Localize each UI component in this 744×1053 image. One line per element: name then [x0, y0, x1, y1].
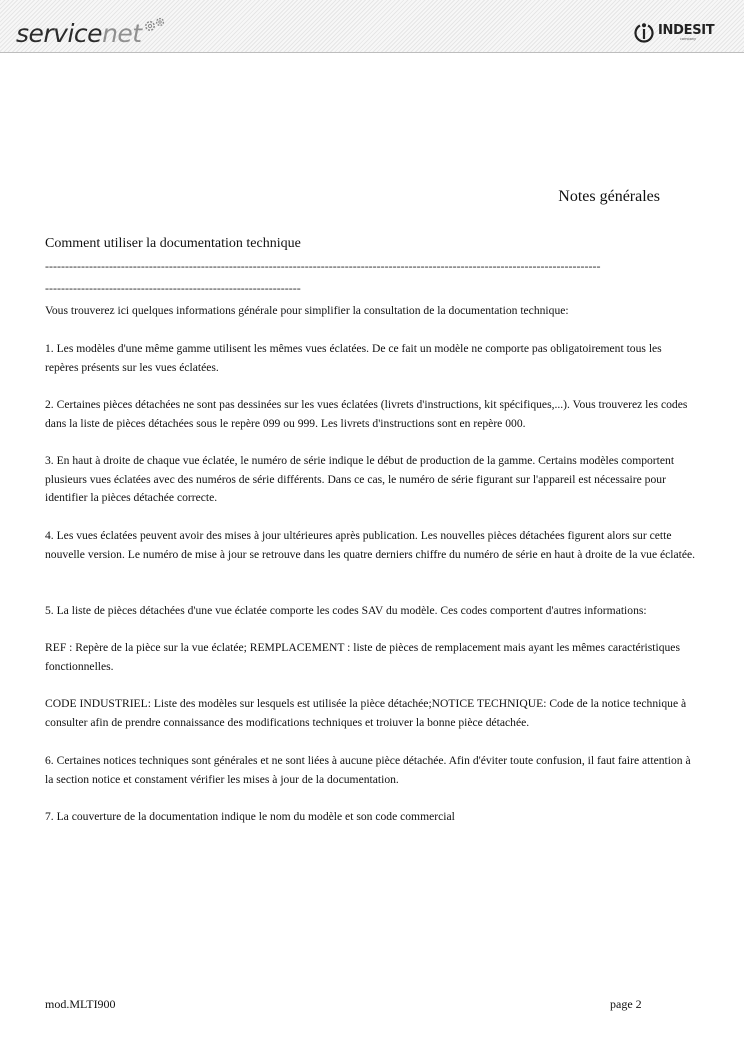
indesit-brand-sub: company [680, 37, 697, 42]
separator-line: ------------------------------------------------------------------------------------------------------------------------------------------- [45, 259, 601, 273]
footer-page-number: page 2 [610, 997, 642, 1011]
indesit-emblem-icon [634, 22, 654, 44]
indesit-brand-name: INDESIT [658, 23, 715, 39]
servicenet-wordmark: servicenet [16, 19, 142, 48]
servicenet-logo [16, 16, 169, 46]
page-heading: Comment utiliser la documentation technique [45, 236, 301, 251]
gear-icon [143, 16, 169, 34]
note-paragraph: 1. Les modèles d'une même gamme utilisent les mêmes vues éclatées. De ce fait un modèle ne comporte pas obligatoirement tous les repères présents sur les vues éclatées. [45, 342, 662, 374]
indesit-logo [634, 22, 714, 44]
intro-paragraph: Vous trouverez ici quelques informations générale pour simplifier la consultation de la documentation technique: [45, 304, 569, 317]
note-paragraph: 7. La couverture de la documentation indique le nom du modèle et son code commercial [45, 810, 455, 823]
section-title: Notes générales [558, 188, 660, 205]
page-header [0, 0, 744, 53]
note-paragraph: REF : Repère de la pièce sur la vue éclatée; REMPLACEMENT : liste de pièces de remplacement mais ayant les mêmes caractéristiques fonctionnelles. [45, 641, 680, 673]
note-paragraph: CODE INDUSTRIEL: Liste des modèles sur lesquels est utilisée la pièce détachée;NOTICE TECHNIQUE: Code de la notice technique à consulter afin de prendre connaissance des modifications techniques et troiuver la bonne pièce détachée. [45, 697, 687, 729]
note-paragraph: 3. En haut à droite de chaque vue éclatée, le numéro de série indique le début de production de la gamme. Certains modèles comportent plusieurs vues éclatées avec des numéros de série différents. Dans ce cas, le numéro de série figurant sur l'appareil est nécessaire pour identifier la pièces détachée correcte. [45, 454, 675, 504]
note-paragraph: 4. Les vues éclatées peuvent avoir des mises à jour ultérieures après publication. Les nouvelles pièces détachées figurent alors sur cette nouvelle version. Le numéro de mise à jour se retrouve dans les quatre derniers chiffre du numéro de série en haut à droite de la vue éclatée. [45, 529, 696, 561]
note-paragraph: 6. Certaines notices techniques sont générales et ne sont liées à aucune pièce détachée. Afin d'éviter toute confusion, il faut faire attention à la section notice et constament vérifier les mises à jour de la documentation. [45, 754, 691, 786]
separator-line: ---------------------------------------------------------------- [45, 281, 301, 295]
note-paragraph: 2. Certaines pièces détachées ne sont pas dessinées sur les vues éclatées (livrets d'instructions, kit spécifiques,...). Vous trouverez les codes dans la liste de pièces détachées sous le repère 099 ou 999. Les livrets d'instructions sont en repère 000. [45, 398, 688, 430]
note-paragraph: 5. La liste de pièces détachées d'une vue éclatée comporte les codes SAV du modèle. Ces codes comportent d'autres informations: [45, 604, 647, 617]
footer-model-code: mod.MLTI900 [45, 997, 116, 1011]
